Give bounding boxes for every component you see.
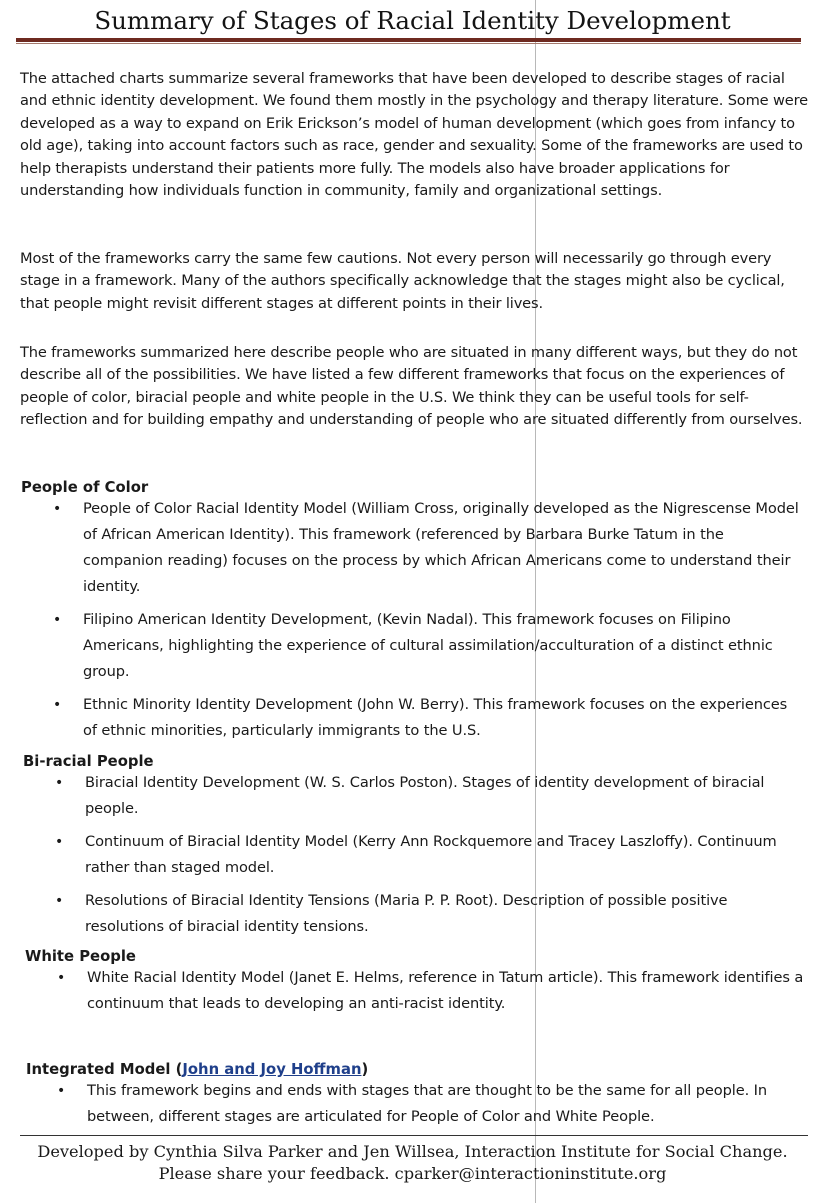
frameworks-paragraph: The frameworks summarized here describe people who are situated in many different ways, but they do not describe all of the possibilities. We have listed a few different frameworks that focus on the experiences of people of color, biracial people and white people in the U.S. We think they can be useful tools for self-reflection and for building empathy and understanding of people who are situated differently from ourselves. (20, 344, 803, 429)
list-item (55, 829, 807, 881)
list-item-text: People of Color Racial Identity Model (William Cross, originally developed as the Nigrescense Model of African American Identity). This framework (referenced by Barbara Burke Tatum in the companion reading) focuses on the process by which African Americans come to understand their identity. (83, 500, 799, 595)
list-item (53, 692, 805, 744)
integrated-model-list (57, 1078, 807, 1137)
hoffman-link[interactable]: John and Joy Hoffman (182, 1061, 362, 1078)
bullet-icon: • (55, 775, 64, 791)
list-item (57, 965, 807, 1017)
bullet-icon: • (53, 612, 62, 628)
section-heading-integrated-model (26, 1060, 368, 1080)
heading-suffix: ) (361, 1061, 369, 1078)
list-item-text: Biracial Identity Development (W. S. Carlos Poston). Stages of identity development of biracial people. (85, 774, 765, 817)
bullet-icon: • (55, 834, 64, 850)
list-item (53, 607, 805, 685)
section-heading-white-people: White People (25, 948, 136, 965)
footer-rule (20, 1135, 808, 1136)
bullet-icon: • (57, 1083, 66, 1099)
list-item (57, 1078, 807, 1130)
title-rule (16, 38, 801, 42)
people-of-color-list (53, 496, 805, 751)
bullet-icon: • (55, 893, 64, 909)
bullet-icon: • (57, 970, 66, 986)
intro-paragraph: The attached charts summarize several frameworks that have been developed to describe stages of racial and ethnic identity development. We found them mostly in the psychology and therapy literature. Some were developed as a way to expand on Erik Erickson’s model of human development (which goes from infancy to old age), taking into account factors such as race, gender and sexuality. Some of the frameworks are used to help therapists understand their patients more fully. The models also have broader applications for understanding how individuals function in community, family and organizational settings. (20, 70, 808, 200)
list-item-text: Continuum of Biracial Identity Model (Kerry Ann Rockquemore and Tracey Laszloffy). Continuum rather than staged model. (85, 833, 777, 876)
list-item (55, 770, 807, 822)
bullet-icon: • (53, 501, 62, 517)
list-item (55, 888, 807, 940)
bullet-icon: • (53, 697, 62, 713)
list-item-text: White Racial Identity Model (Janet E. Helms, reference in Tatum article). This framework identifies a continuum that leads to developing an anti-racist identity. (87, 969, 804, 1012)
heading-prefix: Integrated Model ( (26, 1061, 183, 1078)
list-item (53, 496, 805, 600)
biracial-people-list (55, 770, 807, 947)
footer-credits: Developed by Cynthia Silva Parker and Jen Willsea, Interaction Institute for Social Change. (37, 1142, 788, 1161)
page-title: Summary of Stages of Racial Identity Development (94, 6, 731, 35)
title-rule-thin (16, 43, 801, 44)
section-heading-biracial-people: Bi-racial People (23, 753, 154, 770)
section-heading-people-of-color: People of Color (21, 479, 149, 496)
list-item-text: Filipino American Identity Development, (Kevin Nadal). This framework focuses on Filipino Americans, highlighting the experience of cultural assimilation/acculturation of a distinct ethnic group. (83, 611, 773, 680)
footer-feedback: Please share your feedback. cparker@interactioninstitute.org (158, 1164, 667, 1183)
cautions-paragraph: Most of the frameworks carry the same few cautions. Not every person will necessarily go through every stage in a framework. Many of the authors specifically acknowledge that the stages might also be cyclical, that people might revisit different stages at different points in their lives. (20, 250, 785, 312)
list-item-text: Ethnic Minority Identity Development (John W. Berry). This framework focuses on the experiences of ethnic minorities, particularly immigrants to the U.S. (83, 696, 788, 739)
list-item-text: Resolutions of Biracial Identity Tensions (Maria P. P. Root). Description of possible positive resolutions of biracial identity tensions. (85, 892, 728, 935)
white-people-list (57, 965, 807, 1024)
list-item-text: This framework begins and ends with stages that are thought to be the same for all people. In between, different stages are articulated for People of Color and White People. (87, 1082, 767, 1125)
